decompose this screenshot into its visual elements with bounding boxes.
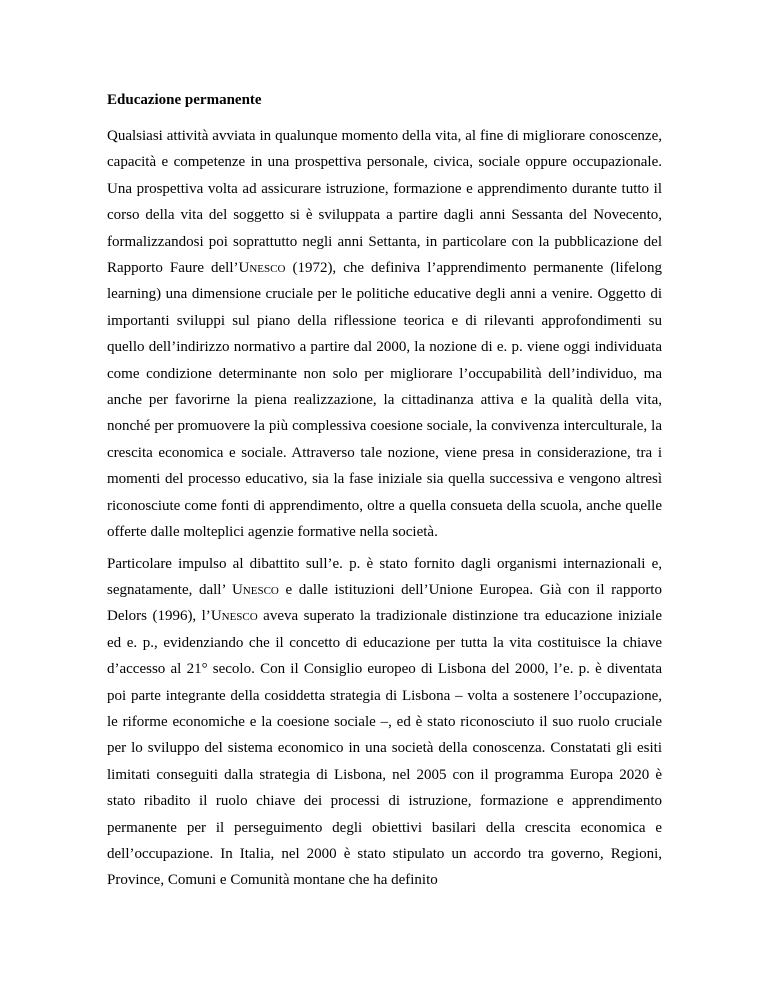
page-title: Educazione permanente <box>107 92 262 108</box>
text-run: (1972), che definiva l’apprendimento permanente (lifelong learning) una dimensione cruciale per le politiche educative degli anni a venire. Oggetto di importanti sviluppi sul piano della riflessione teorica e di rilevanti approfondimenti su quello dell’indirizzo normativo a partire dal 2000, la nozione di e. p. viene oggi individuata come condizione determinante non solo per migliorare l’occupabilità dell’individuo, ma anche per favorirne la piena realizzazione, la cittadinanza attiva e la qualità della vita, nonché per promuovere la più complessiva coesione sociale, la convivenza interculturale, la crescita economica e sociale. Attraverso tale nozione, viene presa in considerazione, tra i momenti del processo educativo, sia la fase iniziale sia quella successiva e vengono altresì riconosciute come fonti di apprendimento, oltre a quella consueta della scuola, anche quelle offerte dalle molteplici agenzie formative nella società. <box>107 260 662 541</box>
unesco-smallcaps: Unesco <box>238 260 286 277</box>
text-run: Particolare impulso al dibattito sull’e. p. è stato fornito dagli organismi internazionali e, segnatamente, dall’ <box>107 555 662 598</box>
unesco-smallcaps: Unesco <box>210 608 258 625</box>
document-page <box>107 90 662 899</box>
text-run: Qualsiasi attività avviata in qualunque momento della vita, al fine di migliorare conoscenze, capacità e competenze in una prospettiva personale, civica, sociale oppure occupazionale. Una prospettiva volta ad assicurare istruzione, formazione e apprendimento durante tutto il corso della vita del soggetto si è sviluppata a partire dagli anni Sessanta del Novecento, formalizzandosi poi soprattutto negli anni Settanta, in particolare con la pubblicazione del Rapporto Faure dell’ <box>107 128 662 277</box>
text-run: e dalle istituzioni dell’Unione Europea. Già con il rapporto Delors (1996), l’ <box>107 581 662 625</box>
text-run: aveva superato la tradizionale distinzione tra educazione iniziale ed e. p., evidenziando che il concetto di educazione per tutta la vita costituisce la chiave d’accesso al 21° secolo. Con il Consiglio europeo di Lisbona del 2000, l’e. p. è diventata poi parte integrante della cosiddetta strategia di Lisbona – volta a sostenere l’occupazione, le riforme economiche e la coesione sociale –, ed è stato riconosciuto il suo ruolo cruciale per lo sviluppo del sistema economico in una società della conoscenza. Constatati gli esiti limitati conseguiti dalla strategia di Lisbona, nel 2005 con il programma Europa 2020 è stato ribadito il ruolo chiave dei processi di istruzione, formazione e apprendimento permanente per il perseguimento degli obiettivi basilari della crescita economica e dell’occupazione. In Italia, nel 2000 è stato stipulato un accordo tra governo, Regioni, Province, Comuni e Comunità montane che ha definito <box>107 608 662 889</box>
paragraph-1 <box>107 123 662 546</box>
unesco-smallcaps: Unesco <box>231 581 279 598</box>
paragraph-2 <box>107 551 662 894</box>
